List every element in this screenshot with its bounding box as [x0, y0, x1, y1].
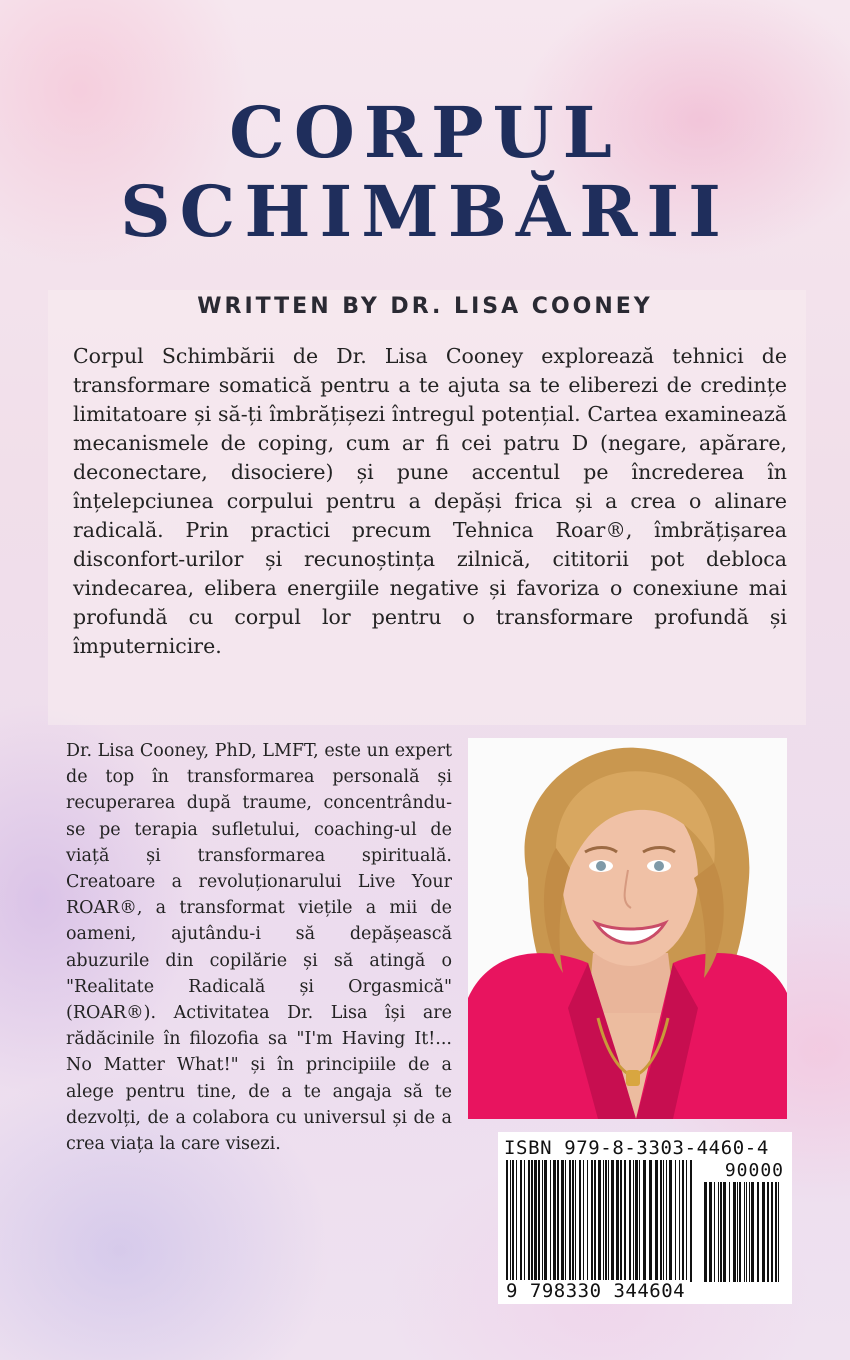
isbn-label: ISBN 979-8-3303-4460-4: [504, 1137, 769, 1159]
author-bio: Dr. Lisa Cooney, PhD, LMFT, este un expert de top în transformarea personală și recuperarea după traume, concentrându-se pe terapia sufletului, coaching-ul de viață și transformarea spirituală. Creatoare a revoluționarului Live Your ROAR®, a transformat viețile a mii de oameni, ajutându-i să depășească abuzurile din copilărie și să atingă o "Realitate Radicală și Orgasmică" (ROAR®). Activitatea Dr. Lisa își are rădăcinile în filozofia sa "I'm Having It!... No Matter What!" și în principiile de a alege pentru tine, de a te angaja să te dezvolți, de a colabora cu universul și de a crea viața la care visezi.: [66, 741, 452, 1155]
barcode-bars: [506, 1160, 696, 1282]
title-line-2: SCHIMBĂRII: [120, 170, 730, 253]
book-description: Corpul Schimbării de Dr. Lisa Cooney explorează tehnici de transformare somatică pentru a te ajuta sa te eliberezi de credințe limitatoare și să-ți îmbrățișezi întregul potențial. Cartea examinează mecanismele de coping, cum ar fi cei patru D (negare, apărare, deconectare, disociere) și pune accentul pe încrederea în înțelepciunea corpului pentru a depăși frica și a crea o alinare radicală. Prin practici precum Tehnica Roar®, îmbrățișarea disconfort-urilor și recunoștința zilnică, cititorii pot debloca vindecarea, elibera energiile negative și favoriza o conexiune mai profundă cu corpul lor pentru o transformare profundă și împuternicire.: [73, 344, 787, 658]
barcode-digits: 9 798330 344604: [506, 1280, 686, 1302]
author-photo: [468, 738, 787, 1119]
price-code: 90000: [724, 1160, 784, 1181]
isbn-barcode: [498, 1132, 792, 1304]
author-portrait-illustration: [468, 738, 787, 1119]
author-byline: WRITTEN BY DR. LISA COONEY: [197, 294, 653, 319]
addon-barcode-bars: [704, 1182, 784, 1282]
title-line-1: CORPUL: [229, 91, 621, 174]
